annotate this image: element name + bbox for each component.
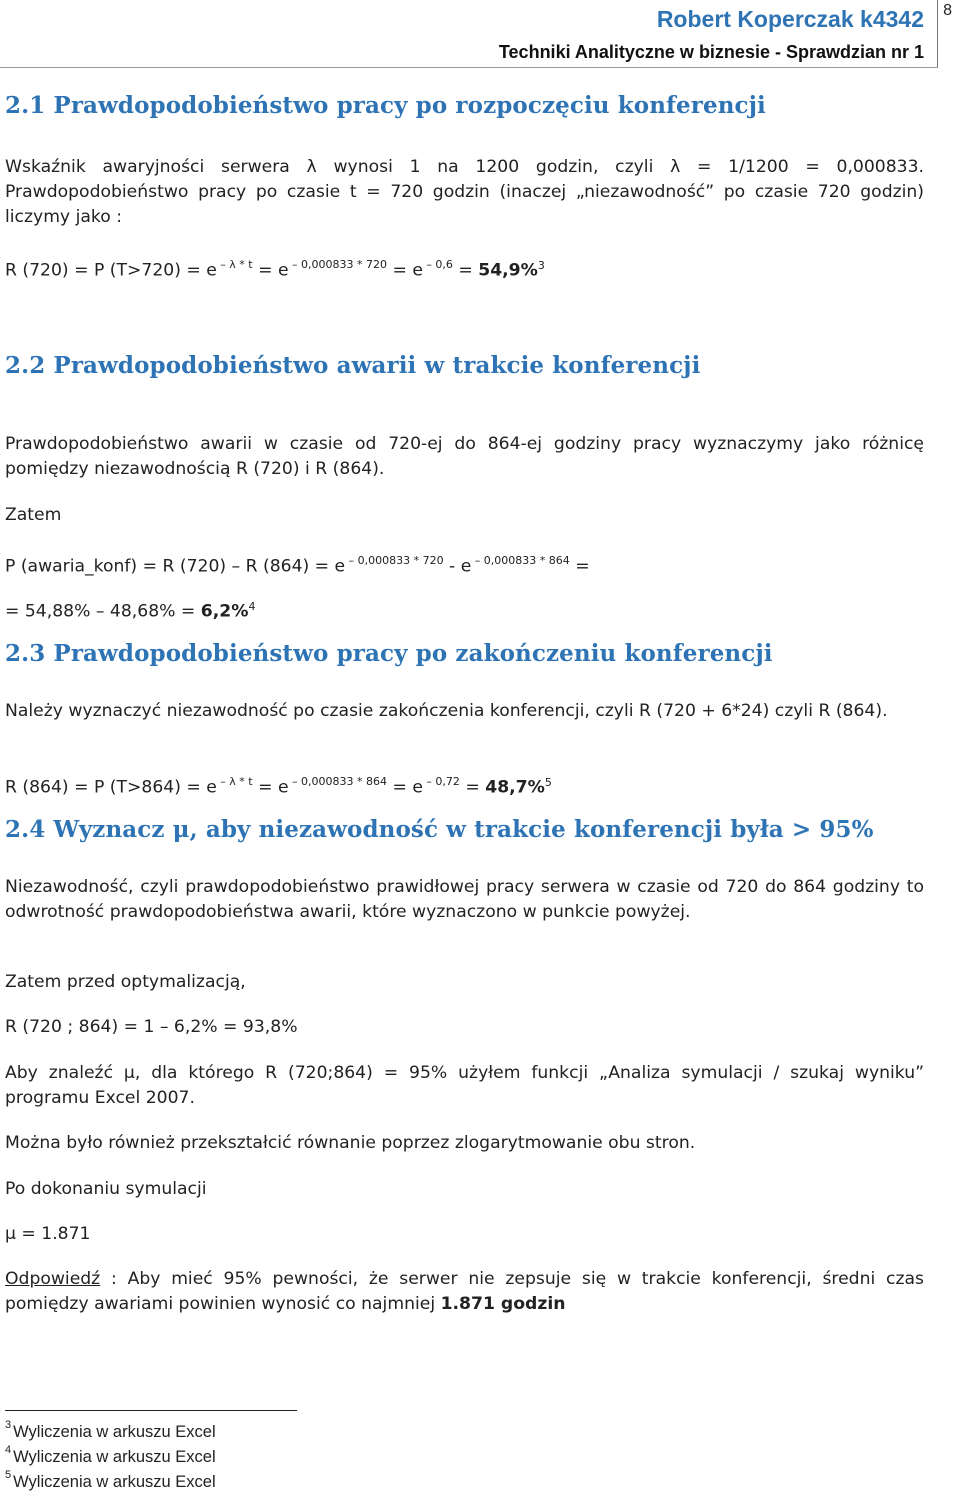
footnote-text: Wyliczenia w arkuszu Excel [13, 1472, 216, 1491]
section-2-1-formula [5, 252, 924, 284]
page-header [0, 0, 960, 70]
section-2-2-heading: 2.2 Prawdopodobieństwo awarii w trakcie konferencji [5, 352, 701, 379]
section-2-3-heading: 2.3 Prawdopodobieństwo pracy po zakończeniu konferencji [5, 640, 773, 667]
section-2-2-zatem: Zatem [5, 505, 62, 525]
footnote-text: Wyliczenia w arkuszu Excel [13, 1447, 216, 1466]
formula-text: - e [443, 556, 472, 577]
section-2-3-formula [5, 769, 924, 801]
formula-text: R (864) = P (T>864) = e [5, 777, 217, 798]
section-2-4-paragraph-4: Aby znaleźć μ, dla którego R (720;864) = 95% użyłem funkcji „Analiza symulacji / szukaj wyniku” programu Excel 2007. [5, 1063, 924, 1108]
formula-result: 48,7% [485, 777, 545, 798]
footnote-4 [5, 1444, 216, 1467]
section-2-1-heading: 2.1 Prawdopodobieństwo pracy po rozpoczęciu konferencji [5, 92, 766, 119]
formula-text: = [459, 777, 486, 798]
formula-exponent: – 0,000833 * 720 [345, 554, 444, 567]
answer-text: : Aby mieć 95% pewności, że serwer nie zepsuje się w trakcie konferencji, średni czas pomiędzy awariami powinien wynosić co najmniej [5, 1269, 924, 1314]
section-2-2-result [5, 594, 924, 625]
formula-result: 54,9% [478, 260, 538, 281]
footnote-separator [5, 1410, 297, 1411]
formula-text: = e [252, 260, 289, 281]
header-divider-horizontal [0, 67, 938, 68]
header-author: Robert Koperczak k4342 [656, 6, 924, 32]
answer-value: 1.871 godzin [440, 1294, 566, 1314]
section-2-4-paragraph-5: Można było również przekształcić równanie poprzez zlogarytmowanie obu stron. [5, 1133, 696, 1153]
footnote-text: Wyliczenia w arkuszu Excel [13, 1422, 216, 1441]
section-2-4-heading: 2.4 Wyznacz μ, aby niezawodność w trakcie konferencji była > 95% [5, 816, 874, 843]
formula-text: = [452, 260, 479, 281]
section-2-1-paragraph: Wskaźnik awaryjności serwera λ wynosi 1 na 1200 godzin, czyli λ = 1/1200 = 0,000833. Prawdopodobieństwo pracy po czasie t = 720 godzin (inaczej „niezawodność” po czasie 720 godzin) liczymy jako : [5, 157, 924, 227]
section-2-4-paragraph-7: μ = 1.871 [5, 1224, 91, 1244]
formula-exponent: – 0,000833 * 864 [288, 775, 387, 788]
footnote-number: 4 [5, 1444, 12, 1456]
formula-exponent: – 0,000833 * 720 [288, 258, 387, 271]
section-2-3-paragraph: Należy wyznaczyć niezawodność po czasie zakończenia konferencji, czyli R (720 + 6*24) czyli R (864). [5, 701, 888, 721]
footnote-ref: 5 [544, 776, 552, 790]
footnote-5 [5, 1469, 216, 1492]
formula-exponent: – 0,6 [422, 258, 453, 271]
section-2-2-formula [5, 548, 924, 580]
section-2-4-paragraph-6: Po dokonaniu symulacji [5, 1179, 207, 1199]
formula-text: = [569, 556, 590, 577]
formula-text: = e [387, 260, 423, 281]
footnote-ref: 3 [537, 259, 545, 273]
formula-exponent: – λ * t [216, 258, 253, 271]
answer-paragraph [5, 1267, 924, 1317]
header-subtitle: Techniki Analityczne w biznesie - Sprawdzian nr 1 [498, 42, 924, 62]
header-divider-vertical [937, 0, 938, 68]
formula-exponent: – 0,000833 * 864 [471, 554, 570, 567]
formula-text: = 54,88% – 48,68% = [5, 601, 201, 622]
answer-label: Odpowiedź [5, 1269, 101, 1289]
section-2-2-paragraph: Prawdopodobieństwo awarii w czasie od 720-ej do 864-ej godziny pracy wyznaczymy jako różnicę pomiędzy niezawodnością R (720) i R (864). [5, 434, 924, 479]
formula-text: R (720) = P (T>720) = e [5, 260, 217, 281]
page-number: 8 [943, 2, 952, 19]
formula-exponent: – 0,72 [422, 775, 460, 788]
section-2-4-paragraph-1: Niezawodność, czyli prawdopodobieństwo prawidłowej pracy serwera w czasie od 720 do 864 godziny to odwrotność prawdopodobieństwa awarii, które wyznaczono w punkcie powyżej. [5, 877, 924, 922]
formula-exponent: – λ * t [216, 775, 253, 788]
section-2-4-paragraph-2: Zatem przed optymalizacją, [5, 972, 246, 992]
footnote-3 [5, 1419, 216, 1442]
formula-text: P (awaria_konf) = R (720) – R (864) = e [5, 556, 346, 577]
section-2-4-paragraph-3: R (720 ; 864) = 1 – 6,2% = 93,8% [5, 1017, 298, 1037]
formula-text: = e [252, 777, 289, 798]
formula-text: = e [387, 777, 423, 798]
footnote-number: 3 [5, 1419, 12, 1431]
footnote-number: 5 [5, 1469, 12, 1481]
formula-result: 6,2% [200, 601, 249, 622]
footnote-ref: 4 [248, 600, 256, 613]
